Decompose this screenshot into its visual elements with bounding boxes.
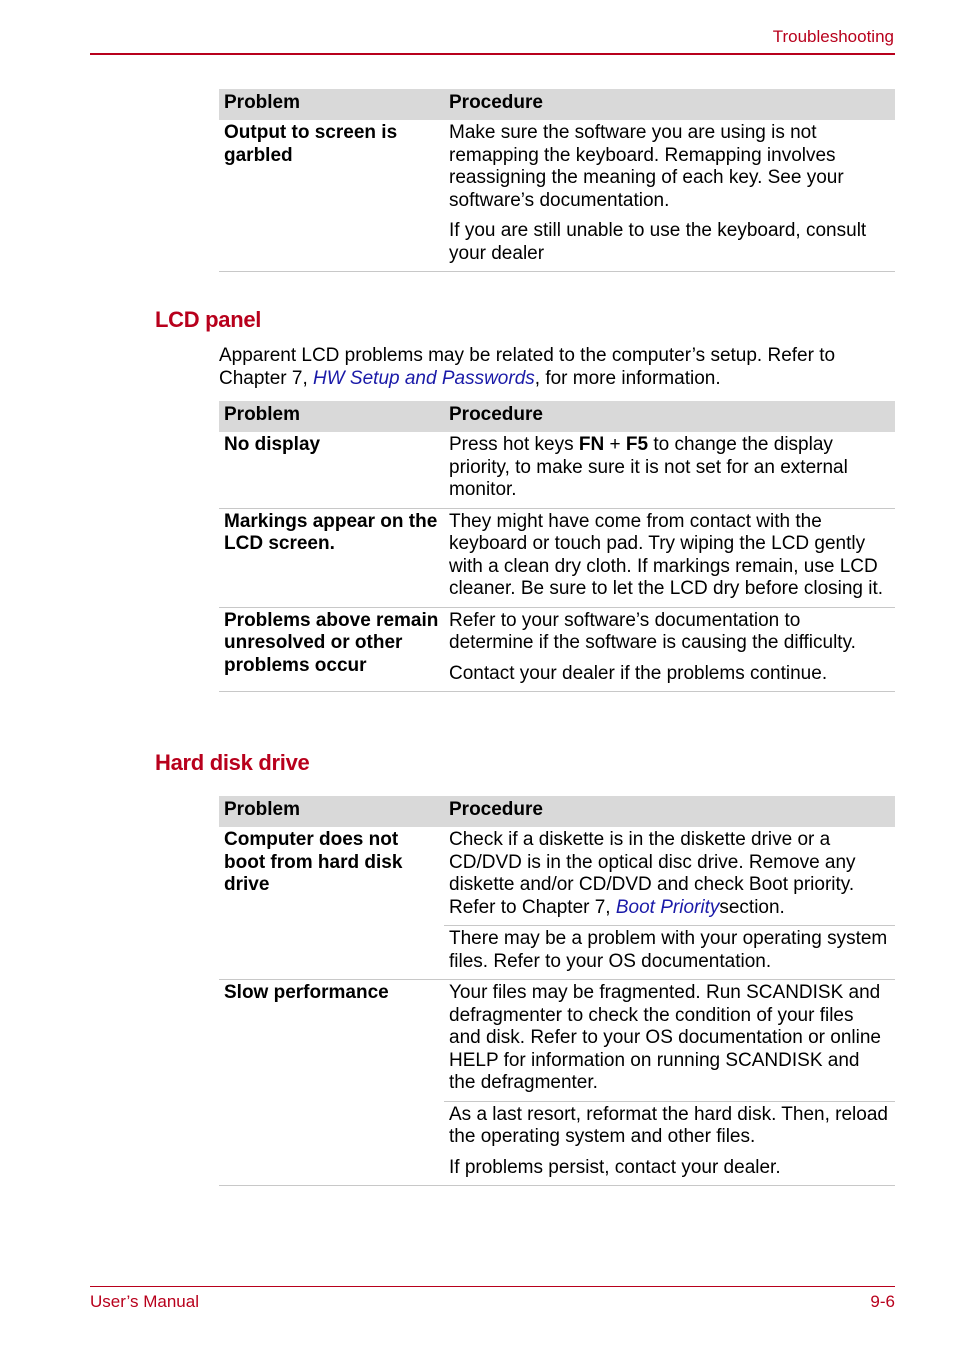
keyboard-table [219, 89, 895, 272]
table-row [219, 508, 895, 607]
problem-cell: Slow performance [219, 980, 444, 1186]
procedure-text: Contact your dealer if the problems continue. [449, 662, 828, 684]
footer-page-number: 9-6 [870, 1292, 895, 1311]
column-header-procedure: Procedure [444, 401, 895, 432]
table-row [219, 607, 895, 692]
procedure-text: Refer to your software’s documentation to determine if the software is causing the difficulty. [449, 609, 856, 653]
procedure-text-part: section. [719, 896, 785, 918]
procedure-text: They might have come from contact with the keyboard or touch pad. Try wiping the LCD gently with a clean dry cloth. If markings remain, use LCD cleaner. Be sure to let the LCD dry before closing it. [449, 510, 884, 599]
footer-rule [90, 1286, 895, 1287]
procedure-cell [444, 120, 895, 272]
intro-text: , for more information. [534, 368, 721, 389]
procedure-text-part: to change the display priority, to make sure it is not set for an external monitor. [449, 434, 848, 500]
procedure-text: If you are still unable to use the keyboard, consult your dealer [449, 220, 867, 264]
procedure-text: If problems persist, contact your dealer. [449, 1156, 781, 1178]
procedure-cell [444, 980, 895, 1102]
problem-cell: Output to screen is garbled [219, 120, 444, 272]
procedure-text [449, 434, 890, 502]
procedure-cell [444, 508, 895, 607]
procedure-cell [444, 827, 895, 926]
procedure-text: As a last resort, reformat the hard disk. Then, reload the operating system and other files. [449, 1103, 888, 1147]
column-header-problem: Problem [219, 796, 444, 827]
table-row [219, 120, 895, 272]
table-header-row [219, 796, 895, 827]
column-header-problem: Problem [219, 89, 444, 120]
section-heading-hard-disk-drive: Hard disk drive [155, 750, 310, 775]
procedure-cell [444, 432, 895, 508]
problem-cell: Problems above remain unresolved or other problems occur [219, 607, 444, 692]
hdd-table [219, 796, 895, 1186]
intro-text: Apparent LCD problems may be related to the computer’s setup. Refer to Chapter 7, [219, 345, 836, 389]
table-row [219, 827, 895, 926]
hw-setup-link[interactable]: HW Setup and Passwords [313, 368, 535, 389]
table-row [219, 432, 895, 508]
problem-cell: Computer does not boot from hard disk drive [219, 827, 444, 980]
procedure-text-part: + [604, 434, 626, 455]
footer-manual-title: User’s Manual [90, 1292, 199, 1311]
procedure-text [449, 829, 890, 919]
procedure-text-part: Press hot keys [449, 434, 579, 455]
procedure-text: Your files may be fragmented. Run SCANDISK and defragmenter to check the condition of your files and disk. Refer to your OS documentation or online HELP for information on running SCANDISK and the defragmenter. [449, 982, 881, 1093]
procedure-cell [444, 607, 895, 692]
column-header-procedure: Procedure [444, 796, 895, 827]
procedure-text-part: Check if a diskette is in the diskette drive or a CD/DVD is in the optical disc drive. Remove any diskette and/or CD/DVD and check Boot priority. Refer to Chapter 7, [449, 829, 856, 918]
table-row [219, 980, 895, 1102]
table-header-row [219, 401, 895, 432]
problem-cell: Markings appear on the LCD screen. [219, 508, 444, 607]
section-heading-lcd-panel: LCD panel [155, 307, 262, 332]
boot-priority-link[interactable]: Boot Priority [615, 896, 720, 918]
procedure-text: Make sure the software you are using is not remapping the keyboard. Remapping involves reassigning the meaning of each key. See your software’s documentation. [449, 122, 844, 211]
key-fn: FN [578, 434, 605, 455]
procedure-cell [444, 1101, 895, 1186]
procedure-cell [444, 926, 895, 980]
problem-cell: No display [219, 432, 444, 508]
table-header-row [219, 89, 895, 120]
header-title: Troubleshooting [772, 27, 894, 46]
key-f5: F5 [625, 434, 649, 455]
header-rule [90, 53, 895, 55]
procedure-text: There may be a problem with your operating system files. Refer to your OS documentation. [449, 928, 888, 972]
column-header-procedure: Procedure [444, 89, 895, 120]
lcd-table [219, 401, 895, 692]
column-header-problem: Problem [219, 401, 444, 432]
lcd-intro-paragraph [219, 344, 895, 390]
